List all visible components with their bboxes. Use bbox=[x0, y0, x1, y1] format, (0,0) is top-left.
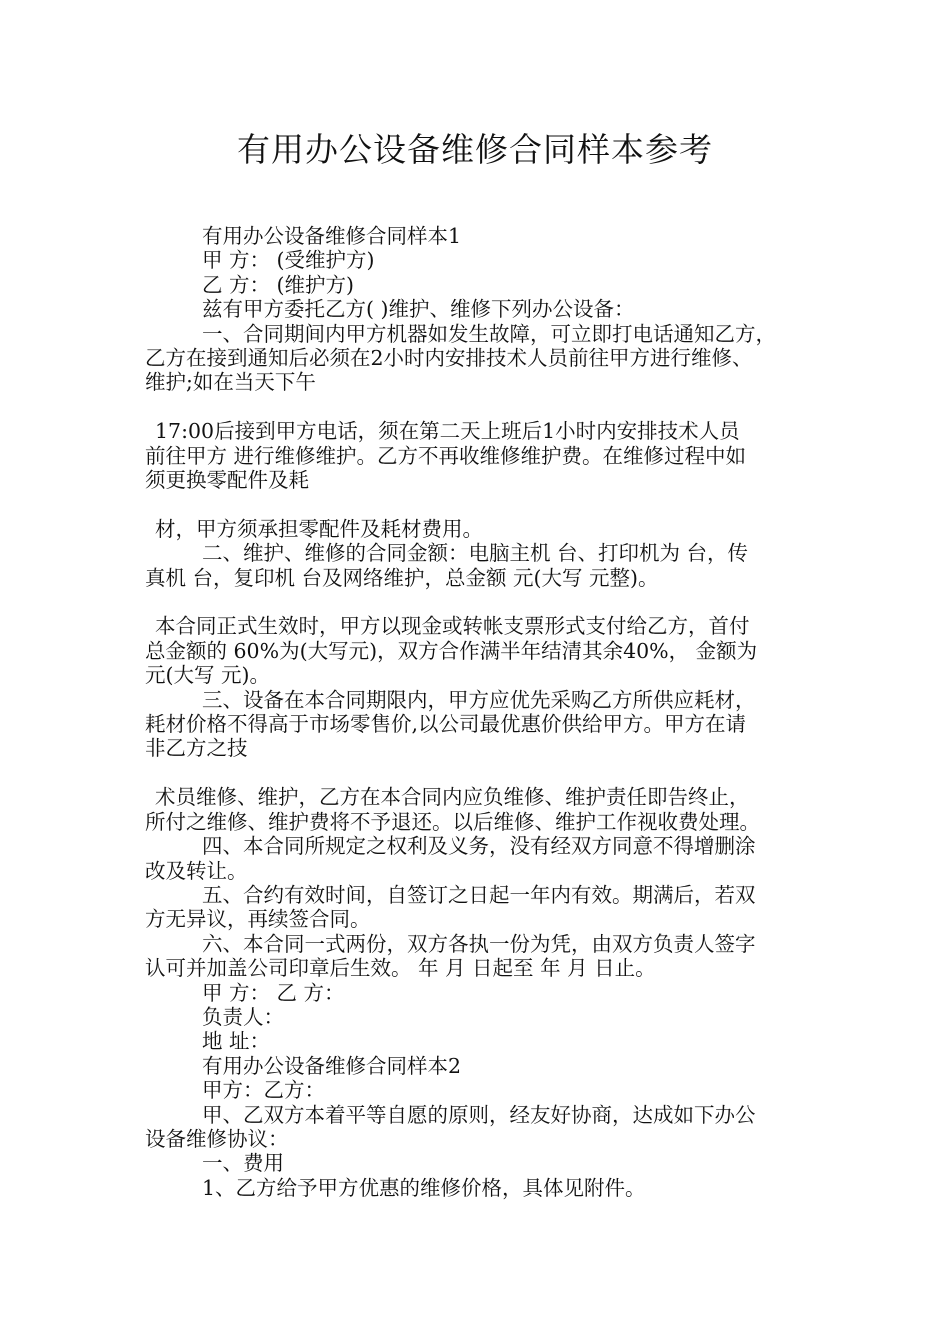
paragraph-line: 17:00后接到甲方电话，须在第二天上班后1小时内安排技术人员 bbox=[155, 419, 740, 444]
paragraph-line: 乙方在接到通知后必须在2小时内安排技术人员前往甲方进行维修、 bbox=[145, 346, 753, 371]
paragraph-line: 材，甲方须承担零配件及耗材费用。 bbox=[155, 516, 483, 541]
paragraph-line: 维护;如在当天下午 bbox=[145, 370, 316, 395]
paragraph-line: 本合同正式生效时，甲方以现金或转帐支票形式支付给乙方，首付 bbox=[155, 614, 750, 639]
signature-address-line: 地 址： bbox=[202, 1029, 271, 1054]
paragraph-line: 甲、乙双方本着平等自愿的原则，经友好协商，达成如下办公 bbox=[202, 1102, 756, 1127]
paragraph-line: 四、本合同所规定之权利及义务，没有经双方同意不得增删涂 bbox=[202, 834, 756, 859]
section-heading: 有用办公设备维修合同样本2 bbox=[202, 1053, 462, 1078]
paragraph-line: 三、设备在本合同期限内，甲方应优先采购乙方所供应耗材， bbox=[202, 687, 756, 712]
paragraph-line: 非乙方之技 bbox=[145, 736, 248, 761]
paragraph-line: 所付之维修、维护费将不予退还。以后维修、维护工作视收费处理。 bbox=[145, 809, 760, 834]
paragraph-line: 元(大写 元)。 bbox=[145, 663, 271, 688]
paragraph-line: 六、本合同一式两份，双方各执一份为凭，由双方负责人签字 bbox=[202, 931, 756, 956]
blank-line bbox=[145, 492, 817, 516]
paragraph-line: 真机 台，复印机 台及网络维护，总金额 元(大写 元整)。 bbox=[145, 565, 659, 590]
signature-person-line: 负责人： bbox=[202, 1004, 284, 1029]
paragraph-line: 1、乙方给予甲方优惠的维修价格，具体见附件。 bbox=[202, 1175, 646, 1200]
paragraph-line: 术员维修、维护，乙方在本合同内应负维修、维护责任即告终止， bbox=[155, 785, 750, 810]
paragraph-line: 五、合约有效时间，自签订之日起一年内有效。期满后，若双 bbox=[202, 882, 756, 907]
paragraph-line: 设备维修协议： bbox=[145, 1126, 289, 1151]
document-body bbox=[145, 224, 817, 1200]
parties-line: 甲方：乙方： bbox=[202, 1078, 325, 1103]
paragraph-line: 兹有甲方委托乙方( )维护、维修下列办公设备： bbox=[202, 297, 635, 322]
paragraph-line: 二、维护、维修的合同金额：电脑主机 台、打印机为 台，传 bbox=[202, 541, 749, 566]
paragraph-line: 方无异议，再续签合同。 bbox=[145, 907, 371, 932]
subsection-heading: 一、费用 bbox=[202, 1151, 284, 1176]
party-a-line: 甲 方： (受维护方) bbox=[202, 248, 375, 273]
blank-line bbox=[145, 395, 817, 419]
paragraph-line: 耗材价格不得高于市场零售价,以公司最优惠价供给甲方。甲方在请 bbox=[145, 712, 747, 737]
blank-line bbox=[145, 761, 817, 785]
paragraph-line: 认可并加盖公司印章后生效。 年 月 日起至 年 月 日止。 bbox=[145, 956, 656, 981]
paragraph-line: 改及转让。 bbox=[145, 858, 248, 883]
paragraph-line: 一、合同期间内甲方机器如发生故障，可立即打电话通知乙方， bbox=[202, 321, 776, 346]
party-b-line: 乙 方： (维护方) bbox=[202, 272, 355, 297]
blank-line bbox=[145, 590, 817, 614]
section-heading: 有用办公设备维修合同样本1 bbox=[202, 224, 462, 248]
signature-parties-line: 甲 方： 乙 方： bbox=[202, 980, 345, 1005]
paragraph-line: 前往甲方 进行维修维护。乙方不再收维修维护费。在维修过程中如 bbox=[145, 443, 747, 468]
document-title: 有用办公设备维修合同样本参考 bbox=[237, 130, 713, 169]
paragraph-line: 须更换零配件及耗 bbox=[145, 468, 309, 493]
paragraph-line: 总金额的 60%为(大写元)，双方合作满半年结清其余40%， 金额为 bbox=[145, 638, 758, 663]
